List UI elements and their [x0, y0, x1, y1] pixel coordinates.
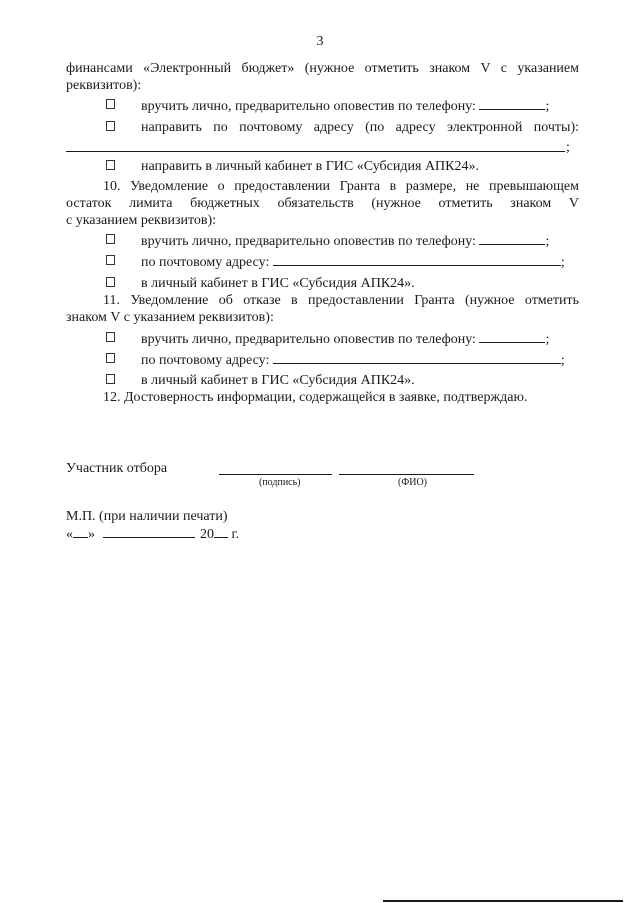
- option-label: вручить лично, предварительно оповестив по телефону:: [141, 99, 476, 114]
- quote-close: »: [88, 527, 95, 542]
- option-hand-deliver: [141, 97, 549, 115]
- checkbox-item11-post[interactable]: [106, 353, 115, 363]
- checkbox-personal-account[interactable]: [106, 160, 115, 170]
- checkbox-item11-account[interactable]: [106, 374, 115, 384]
- semicolon: ;: [545, 234, 550, 249]
- intro-line-1: финансами «Электронный бюджет» (нужное отметить знаком V с указанием: [66, 61, 579, 76]
- option-label: вручить лично, предварительно оповестив по телефону:: [141, 332, 476, 347]
- checkbox-item10-account[interactable]: [106, 277, 115, 287]
- checkbox-item11-hand[interactable]: [106, 332, 115, 342]
- item11-option-post: [141, 351, 565, 369]
- year-prefix: 20: [200, 527, 214, 542]
- name-caption: (ФИО): [398, 477, 428, 488]
- date-line: [66, 525, 239, 543]
- signature-caption: (подпись): [259, 477, 301, 488]
- item10-line-2: остаток лимита бюджетных обязательств (нужное отметить знаком V: [66, 196, 579, 211]
- quote-open: «: [66, 527, 73, 542]
- semicolon: ;: [560, 353, 565, 368]
- phone-field[interactable]: [479, 232, 545, 245]
- option-label: вручить лично, предварительно оповестив по телефону:: [141, 234, 476, 249]
- item11-line-1: 11. Уведомление об отказе в предоставлении Гранта (нужное отметить: [103, 293, 579, 308]
- address-field[interactable]: [273, 351, 561, 364]
- intro-line-2: реквизитов):: [66, 78, 142, 93]
- phone-field[interactable]: [479, 97, 545, 110]
- item11-option-account: в личный кабинет в ГИС «Субсидия АПК24».: [141, 373, 415, 388]
- seal-label: М.П. (при наличии печати): [66, 509, 228, 524]
- item10-line-3: с указанием реквизитов):: [66, 213, 217, 228]
- checkbox-hand-deliver[interactable]: [106, 99, 115, 109]
- address-field[interactable]: [273, 253, 561, 266]
- footer-rule: [383, 900, 623, 902]
- item10-option-account: в личный кабинет в ГИС «Субсидия АПК24».: [141, 276, 415, 291]
- day-field[interactable]: [73, 525, 88, 538]
- semicolon: ;: [545, 332, 550, 347]
- item10-option-post: [141, 253, 565, 271]
- option-label: по почтовому адресу:: [141, 255, 270, 270]
- participant-label: Участник отбора: [66, 461, 168, 476]
- item10-option-hand: [141, 232, 549, 250]
- option-post-email: направить по почтовому адресу (по адресу электронной почты):: [141, 120, 579, 135]
- year-field[interactable]: [214, 525, 228, 538]
- semicolon: ;: [566, 140, 570, 155]
- page-number: 3: [316, 34, 324, 49]
- name-field[interactable]: [339, 474, 474, 475]
- item12-statement: 12. Достоверность информации, содержащейся в заявке, подтверждаю.: [103, 390, 528, 405]
- option-personal-account: направить в личный кабинет в ГИС «Субсидия АПК24».: [141, 159, 479, 174]
- year-suffix: г.: [231, 527, 240, 542]
- signature-field[interactable]: [219, 474, 332, 475]
- item11-option-hand: [141, 330, 549, 348]
- checkbox-post-email[interactable]: [106, 121, 115, 131]
- semicolon: ;: [545, 99, 550, 114]
- checkbox-item10-post[interactable]: [106, 255, 115, 265]
- item11-line-2: знаком V с указанием реквизитов):: [66, 310, 274, 325]
- phone-field[interactable]: [479, 330, 545, 343]
- item10-line-1: 10. Уведомление о предоставлении Гранта в размере, не превышающем: [103, 179, 579, 194]
- option-label: по почтовому адресу:: [141, 353, 270, 368]
- address-field-line[interactable]: [66, 151, 565, 152]
- month-field[interactable]: [103, 525, 195, 538]
- semicolon: ;: [560, 255, 565, 270]
- checkbox-item10-hand[interactable]: [106, 234, 115, 244]
